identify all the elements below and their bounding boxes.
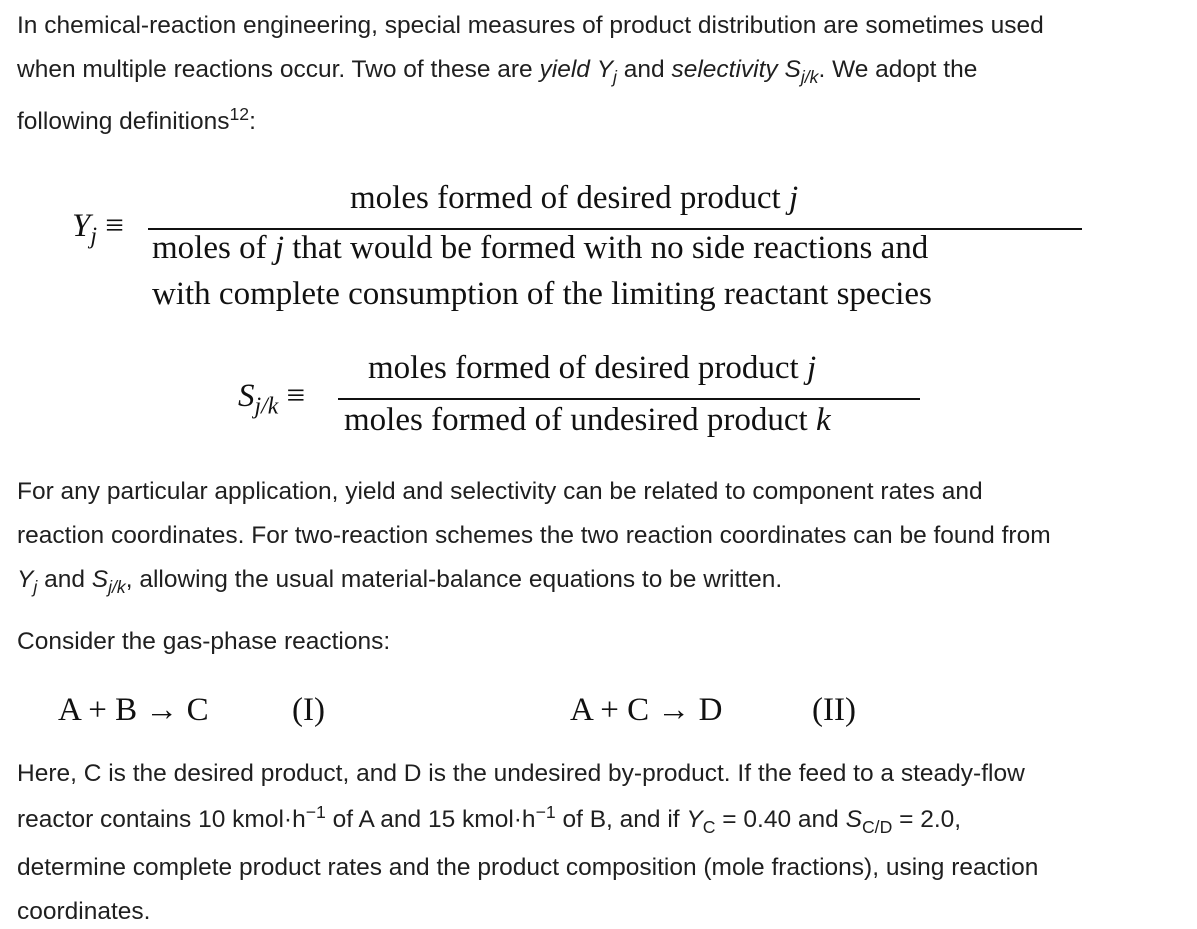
reaction-1-label: (I)	[292, 692, 325, 728]
final-line-2: reactor contains 10 $kmol\cdot h^{-1}$ of A and 15 $kmol\cdot h^{-1}$ of B, and if $Y_C = 0.40$ and $S_{C/D} = 2.0$,	[17, 801, 962, 837]
yield-denominator-line-1: moles of j that would be formed with no side reactions and	[152, 230, 929, 266]
reaction-2: A + C → D	[570, 692, 723, 728]
selectivity-numerator: moles formed of desired product j	[368, 350, 817, 386]
yield-numerator: moles formed of desired product j	[350, 180, 799, 216]
selectivity-denominator: moles formed of undesired product k	[344, 402, 831, 438]
final-line-1: Here, C is the desired product, and D is the undesired by-product. If the feed to a steady-flow	[17, 760, 1025, 787]
final-line-4: coordinates.	[17, 898, 151, 925]
para2-line-2: reaction coordinates. For two-reaction schemes the two reaction coordinates can be found from	[17, 522, 1051, 549]
final-line-3: determine complete product rates and the product composition (mole fractions), using reaction	[17, 854, 1039, 881]
yield-denominator-line-2: with complete consumption of the limiting reactant species	[152, 276, 932, 312]
yield-symbol: $Y_j$ ≡	[72, 208, 124, 250]
selectivity-fraction-bar	[338, 398, 920, 400]
para2-line-3: $Y_j$ and $S_{j/k}$, allowing the usual material-balance equations to be written.	[17, 566, 783, 597]
intro-line-3: following definitions$^{12}$:	[17, 103, 256, 135]
selectivity-symbol: $S_{j/k}$ ≡	[238, 378, 306, 420]
reaction-1: A + B → C	[58, 692, 209, 728]
para2-line-1: For any particular application, yield and selectivity can be related to component rates and	[17, 478, 983, 505]
intro-line-1: In chemical-reaction engineering, special measures of product distribution are sometimes used	[17, 12, 1044, 39]
reaction-2-label: (II)	[812, 692, 856, 728]
consider-line: Consider the gas-phase reactions:	[17, 628, 391, 655]
intro-line-2: when multiple reactions occur. Two of these are yield $Y_j$ and selectivity $S_{j/k}$. We adopt the	[17, 56, 978, 87]
